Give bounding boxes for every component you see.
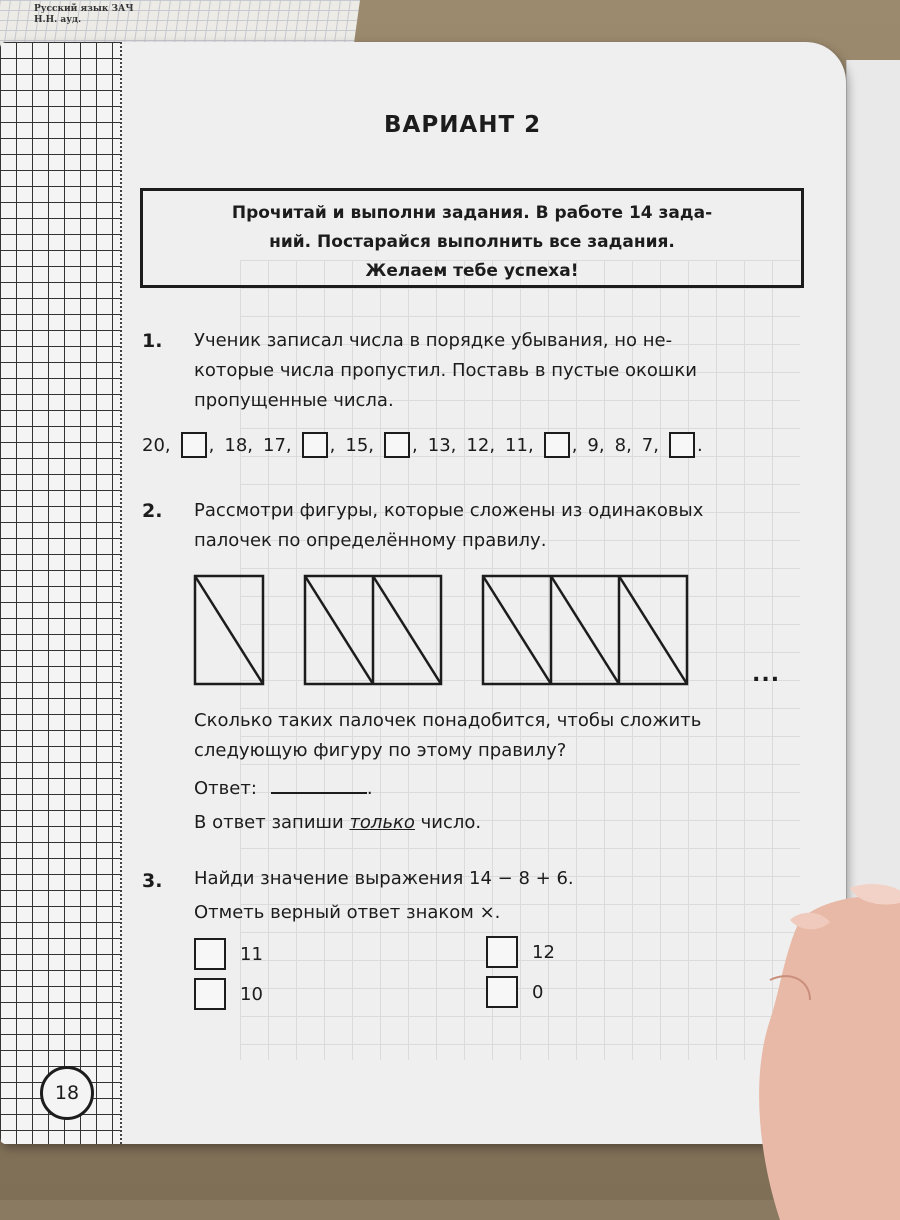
option-checkbox[interactable] [194,978,226,1010]
task1-text [194,326,697,416]
grid-margin-strip [0,42,122,1144]
sequence-separator: , [571,434,578,456]
option-label: 12 [532,941,555,963]
instructions-line2: ний. Постарайся выполнить все задания. [269,232,675,252]
option-11[interactable] [194,938,263,970]
answer-suffix: . [366,778,373,799]
sequence-number: 15 [345,434,369,456]
task2-text [194,496,703,556]
sequence-blank-box[interactable] [181,432,207,458]
sequence-number: 8 [614,434,627,456]
sequence-separator: , [329,434,336,456]
instructions-line1: Прочитай и выполни задания. В работе 14 зада- [231,203,713,223]
option-label: 0 [532,981,544,1003]
figures-ellipsis: ... [752,662,781,687]
sequence-number: 7 [641,434,654,456]
page-title: ВАРИАНТ 2 [384,112,542,138]
option-checkbox[interactable] [486,936,518,968]
corner-note [34,4,134,26]
task2-line1: Рассмотри фигуры, которые сложены из одинаковых [194,500,704,521]
sequence-number: 12 [466,434,490,456]
task2-question [194,706,701,766]
diagonal-stick [619,576,687,684]
task2-question-line2: следующую фигуру по этому правилу? [194,740,567,761]
sequence-separator: , [489,434,496,456]
sequence-separator: , [208,434,215,456]
page-number: 18 [40,1066,94,1120]
sequence-blank-box[interactable] [384,432,410,458]
instructions-box [140,188,804,288]
task1-line3: пропущенные числа. [194,390,394,411]
option-0[interactable] [486,976,543,1008]
sequence-separator: , [653,434,659,456]
diagonal-stick [483,576,551,684]
sequence-separator: , [412,434,418,456]
diagonal-stick [195,576,263,684]
note-before: В ответ запиши [194,812,344,833]
task1-sequence [142,428,713,462]
diagonal-stick [373,576,441,684]
note-emphasis: только [349,812,415,833]
task1-line2: которые числа пропустил. Поставь в пустые окошки [194,360,697,381]
task2-question-line1: Сколько таких палочек понадобится, чтобы сложить [194,710,702,731]
answer-label: Ответ: [194,778,257,799]
task3-number: 3. [142,870,163,892]
sequence-separator: , [598,434,605,456]
task3-line2: Отметь верный ответ знаком ×. [194,902,501,923]
sequence-blank-box[interactable] [302,432,328,458]
sequence-number: 20 [142,434,165,456]
sequence-number: 9 [587,434,599,456]
option-checkbox[interactable] [194,938,226,970]
stick-figure-1 [195,576,263,684]
sequence-separator: . [696,434,703,456]
stick-figure-3 [483,576,687,684]
instructions-line3: Желаем тебе успеха! [365,261,579,281]
task2-line2: палочек по определённому правилу. [194,530,547,551]
sequence-number: 18 [224,434,248,456]
task1-line1: Ученик записал числа в порядке убывания, но не- [194,330,673,351]
stick-figure-2 [305,576,441,684]
task3-line1: Найди значение выражения 14 − 8 + 6. [194,868,574,889]
diagonal-stick [551,576,619,684]
sequence-number: 11 [505,434,528,456]
sequence-number: 13 [427,434,451,456]
corner-note-line2: Н.Н. ауд. [34,15,82,25]
answer-blank[interactable] [271,774,367,794]
task2-note [194,808,481,838]
sequence-separator: , [285,434,292,456]
task1-number: 1. [142,330,163,352]
option-label: 11 [240,943,263,965]
option-label: 10 [240,983,263,1005]
sequence-separator: , [164,434,171,456]
sequence-number: 17 [263,434,286,456]
option-10[interactable] [194,978,263,1010]
option-12[interactable] [486,936,555,968]
sequence-separator: , [626,434,632,456]
diagonal-stick [305,576,373,684]
stick-figures [190,572,710,692]
task2-number: 2. [142,500,163,522]
task2-answer-row [194,774,373,804]
sequence-blank-box[interactable] [669,432,695,458]
sequence-separator: , [527,434,534,456]
corner-note-line1: Русский язык ЗАЧ [34,4,134,14]
sequence-separator: , [247,434,254,456]
option-checkbox[interactable] [486,976,518,1008]
sequence-blank-box[interactable] [544,432,570,458]
hand-photo-overlay [740,880,900,1220]
sequence-separator: , [450,434,457,456]
sequence-separator: , [368,434,375,456]
note-after: число. [420,812,482,833]
task3-text [194,864,574,928]
